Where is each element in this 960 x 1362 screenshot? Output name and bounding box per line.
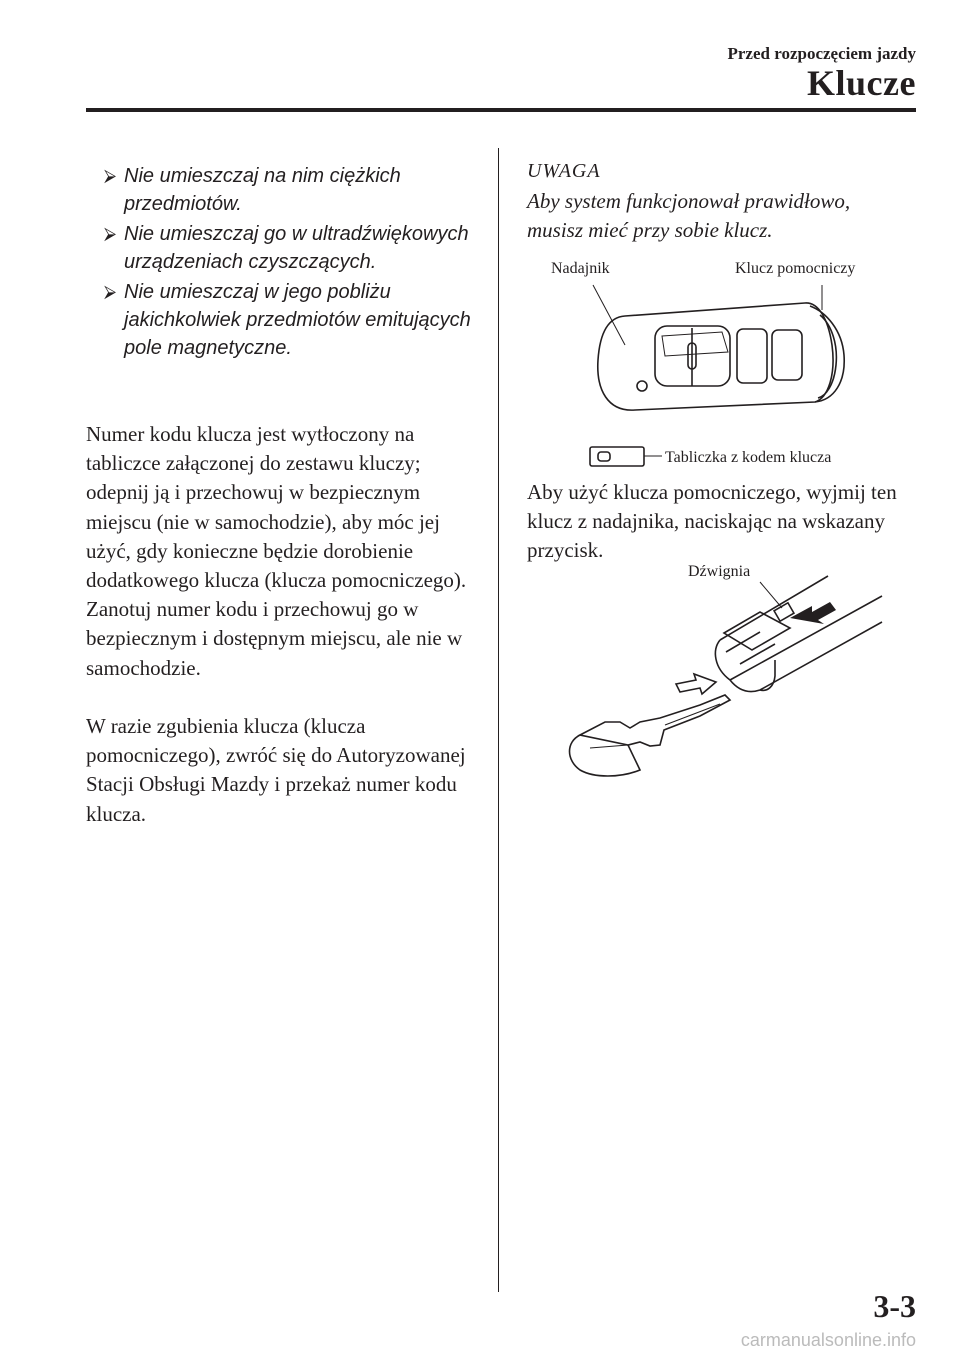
pull-arrow-icon xyxy=(676,674,716,694)
code-plate-illustration xyxy=(590,447,662,466)
note-label: UWAGA xyxy=(527,160,601,182)
bullet-text: Nie umieszczaj w jego pobliżu jakichkolwiek przedmiotów emitujących pole magnetyczne. xyxy=(124,281,471,359)
bullet-text: Nie umieszczaj na nim ciężkich przedmiotów. xyxy=(124,165,401,215)
label-aux-key: Klucz pomocniczy xyxy=(735,260,856,277)
transmitter-illustration xyxy=(593,285,844,410)
lever-leader-line xyxy=(760,582,782,608)
section-title: Przed rozpoczęciem jazdy xyxy=(727,44,916,63)
push-arrow-icon xyxy=(790,602,836,624)
paragraph-aux-key-use: Aby użyć klucza pomocniczego, wyjmij ten klucz z nadajnika, naciskając na wskazany przycisk. xyxy=(527,480,897,562)
page-number: 3-3 xyxy=(873,1288,916,1324)
paragraph-code-number: Numer kodu klucza jest wytłoczony na tabliczce załączonej do zestawu kluczy; odepnij ją i przechowuj w bezpiecznym miejscu (nie w samochodzie), aby móc jej użyć, gdy konieczne będzie dorobienie dodatkowego klucza (klucza pomocniczego). Zanotuj numer kodu i przechowuj go w bezpiecznym i dostępnym miejscu, ale nie w samochodzie. xyxy=(86,422,467,680)
arrow-bullet-icon: ⮚ xyxy=(104,224,117,243)
label-lever: Dźwignia xyxy=(688,563,751,580)
aux-key-removal-illustration xyxy=(570,576,883,776)
page-title: Klucze xyxy=(807,63,916,103)
paragraph-lost-key: W razie zgubienia klucza (klucza pomocniczego), zwróć się do Autoryzowanej Stacji Obsługi Mazdy i przekaż numer kodu klucza. xyxy=(86,714,466,826)
label-transmitter: Nadajnik xyxy=(551,260,610,277)
note-text: Aby system funkcjonował prawidłowo, musisz mieć przy sobie klucz. xyxy=(527,189,851,242)
bullet-text: Nie umieszczaj go w ultradźwiękowych urządzeniach czyszczących. xyxy=(124,223,469,273)
arrow-bullet-icon: ⮚ xyxy=(104,282,117,301)
footer-watermark: carmanualsonline.info xyxy=(740,1330,916,1350)
arrow-bullet-icon: ⮚ xyxy=(104,166,117,185)
label-code-plate: Tabliczka z kodem klucza xyxy=(665,449,832,466)
